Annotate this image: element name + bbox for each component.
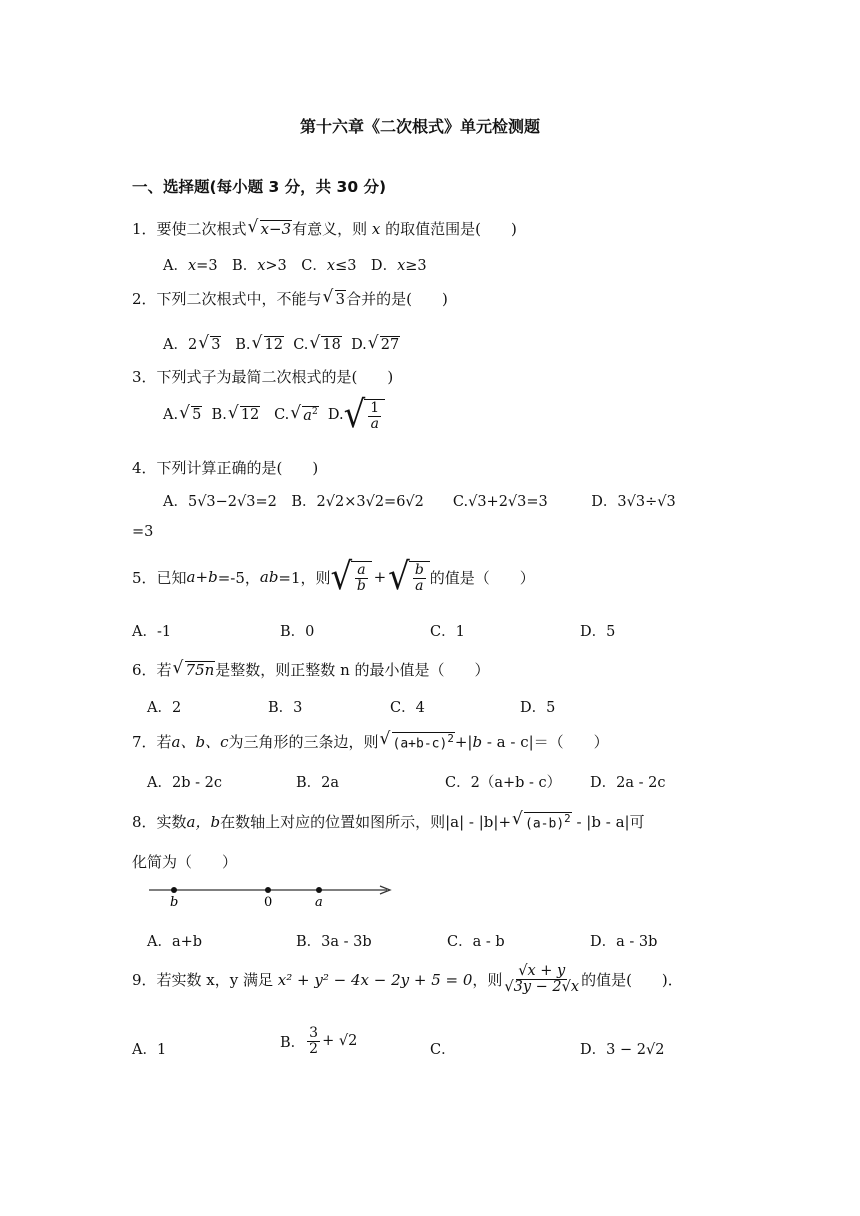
q8-opt-d: D．a - 3b [590,934,658,950]
q6-opt-b: B．3 [268,700,303,716]
label-0: 0 [264,895,273,908]
question-8-line2: 化简为（ ） [132,853,238,871]
question-4: 4．下列计算正确的是( ) [132,459,319,477]
question-4-options: A．5√3−2√3=2 B．2√2×3√2=6√2 C.√3+2√3=3 D．3√3÷√3 [163,494,676,510]
question-1-options: A．x=3 B．x>3 C．x≤3 D．x≥3 [163,258,427,274]
q8-opt-c: C．a - b [447,934,505,950]
q9-opt-c: C． [430,1042,456,1058]
question-3-options: A. √ 5 B. √ 12 C. √ $a^2$ D. √ $\frac{1}{a}$ [163,398,385,432]
question-3: 3．下列式子为最简二次根式的是( ) [132,368,394,386]
point-0 [265,887,271,893]
q5-opt-c: C．1 [430,624,465,640]
q5-opt-b: B．0 [280,624,315,640]
question-9: 9．若实数 x，y 满足 x² + y² − 4x − 2y + 5 = 0 ，则 $\frac{√x + y}{√3y - 2√x}$ 的值是( )． [132,963,683,996]
q5-opt-a: A．-1 [132,624,172,640]
q8-opt-b: B．3a - 3b [296,934,372,950]
point-a [316,887,322,893]
number-line [145,878,400,908]
q9-opt-b: B． $\frac{3}{2}$ + √2 [280,1025,358,1057]
q7-opt-c: C．2（a+b - c） [445,775,562,791]
q6-opt-a: A．2 [147,700,182,716]
question-2: 2．下列二次根式中，不能与√ 3合并的是( ) [132,288,448,309]
q5-opt-d: D．5 [580,624,616,640]
label-a: a [315,895,323,908]
question-4-options-wrap: =3 [132,524,154,540]
label-b: b [170,895,179,908]
section-heading: 一、选择题(每小题 3 分，共 30 分) [132,178,387,196]
q6-opt-d: D．5 [520,700,556,716]
q7-opt-b: B．2a [296,775,340,791]
page-title: 第十六章《二次根式》单元检测题 [300,117,541,136]
q7-opt-d: D．2a - 2c [590,775,666,791]
q8-opt-a: A．a+b [147,934,203,950]
q7-opt-a: A．2b - 2c [147,775,222,791]
point-b [171,887,177,893]
question-7: 7．若a、b、c为三角形的三条边，则√ $(a+b-c)^2+|b - a - c|=$（ ） [132,731,609,752]
question-8: 8．实数a，b在数轴上对应的位置如图所示，则|a| - |b|+√ $(a-b)^2 - |b - a|$可 [132,811,645,832]
sqrt: √ x−3 [249,220,293,238]
question-2-options: A．2√ 3 B.√ 12 C.√ 18 D.√ 27 [163,333,400,354]
question-5: 5．已知 a + b =-5， ab =1，则 √ $\frac{a}{b}$ + √ $\frac{b}{a}$ 的值是（ ） [132,555,535,599]
question-6: 6．若√ 75n是整数，则正整数 n 的最小值是（ ） [132,659,490,680]
q6-opt-c: C．4 [390,700,425,716]
q9-opt-d: D．3 − 2√2 [580,1042,665,1058]
question-1: 1．要使二次根式√ x−3有意义，则 x 的取值范围是( ) [132,218,517,239]
q9-opt-a: A．1 [132,1042,167,1058]
